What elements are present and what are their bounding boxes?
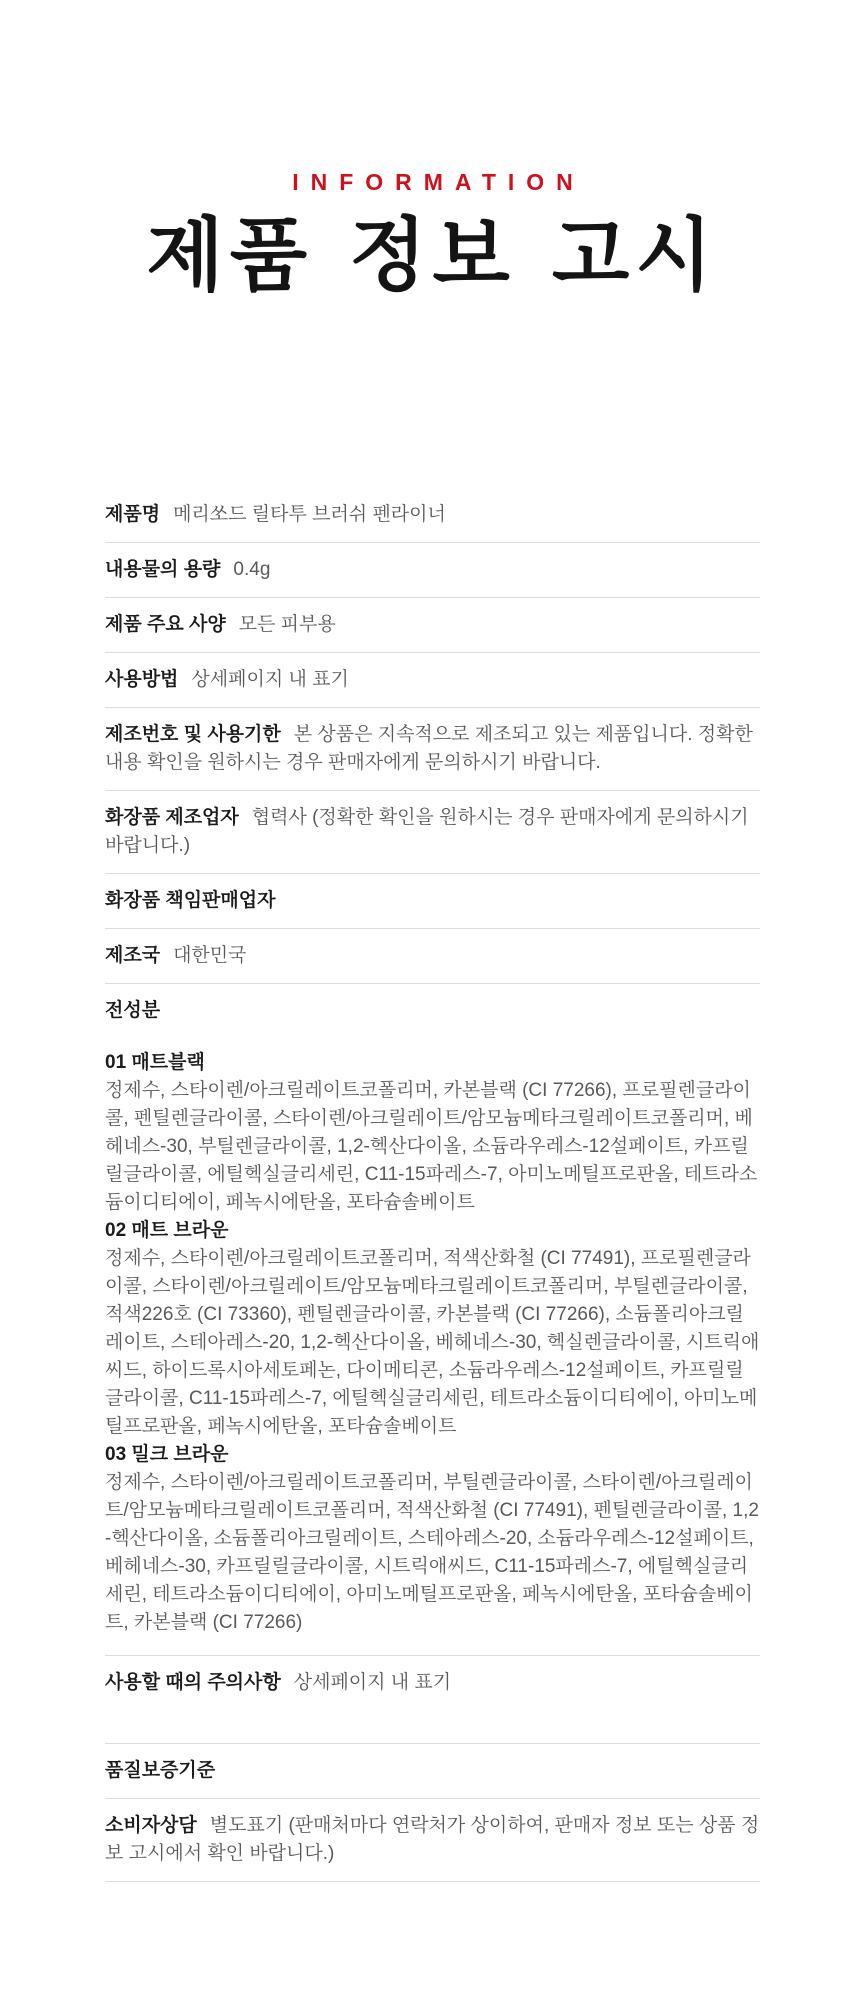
info-row	[105, 598, 760, 653]
ingredient-variant-name: 02 매트 브라운	[105, 1220, 229, 1241]
info-row-value: 본 상품은 지속적으로 제조되고 있는 제품입니다. 정확한 내용 확인을 원하시는 경우 판매자에게 문의하시기 바랍니다.	[105, 724, 753, 773]
info-row	[105, 874, 760, 929]
ingredient-variant	[105, 1049, 760, 1217]
info-row-value: 모든 피부용	[238, 614, 336, 635]
info-row	[105, 929, 760, 984]
info-row-value: 대한민국	[173, 945, 247, 966]
info-row-label: 사용방법	[105, 669, 179, 690]
info-row	[105, 1799, 760, 1882]
page-title: 제품 정보 고시	[146, 211, 719, 300]
info-row-label: 소비자상담	[105, 1815, 197, 1836]
info-row-label: 사용할 때의 주의사항	[105, 1672, 281, 1693]
info-row-label: 화장품 책임판매업자	[105, 890, 276, 911]
ingredient-variant-text: 정제수, 스타이렌/아크릴레이트코폴리머, 카본블랙 (CI 77266), 프로필렌글라이콜, 펜틸렌글라이콜, 스타이렌/아크릴레이트/암모늄메타크릴레이트코폴리머, 베헤네스-30, 부틸렌글라이콜, 1,2-헥산다이올, 소듐라우레스-12설페이트, 카프릴릴글라이콜, 에틸헥실글리세린, C11-15파레스-7, 아미노메틸프로판올, 테트라소듐이디티에이, 페녹시에탄올, 포타슘솔베이트	[105, 1080, 758, 1213]
ingredient-variant	[105, 1217, 760, 1441]
info-row-label: 제조국	[105, 945, 161, 966]
info-row	[105, 1744, 760, 1799]
info-row	[105, 708, 760, 791]
info-row	[105, 791, 760, 874]
info-row	[105, 653, 760, 708]
info-row-value: 상세페이지 내 표기	[293, 1672, 452, 1693]
info-row-label: 품질보증기준	[105, 1760, 216, 1781]
info-row-value: 메리쏘드 릴타투 브러쉬 펜라이너	[173, 504, 446, 525]
info-row-value: 상세페이지 내 표기	[191, 669, 349, 690]
bottom-section	[105, 1656, 760, 1882]
product-info-panel	[105, 0, 760, 1882]
info-row-label: 내용물의 용량	[105, 559, 221, 580]
ingredients-section	[105, 984, 760, 1656]
info-row-value: 협력사 (정확한 확인을 원하시는 경우 판매자에게 문의하시기 바랍니다.)	[105, 807, 749, 856]
ingredients-label: 전성분	[105, 1000, 161, 1021]
ingredient-variant	[105, 1441, 760, 1637]
info-row-value: 별도표기 (판매처마다 연락처가 상이하여, 판매자 정보 또는 상품 정보 고시에서 확인 바랍니다.)	[105, 1815, 760, 1864]
ingredient-variant-name: 03 밀크 브라운	[105, 1444, 229, 1465]
info-row-value: 0.4g	[233, 559, 271, 580]
ingredient-variant-name: 01 매트블랙	[105, 1052, 205, 1073]
info-section	[105, 488, 760, 984]
info-row-label: 제품 주요 사양	[105, 614, 226, 635]
info-row	[105, 488, 760, 543]
ingredient-variant-text: 정제수, 스타이렌/아크릴레이트코폴리머, 적색산화철 (CI 77491), 프로필렌글라이콜, 스타이렌/아크릴레이트/암모늄메타크릴레이트코폴리머, 부틸렌글라이콜, 적색226호 (CI 73360), 펜틸렌글라이콜, 카본블랙 (CI 77266), 소듐폴리아크릴레이트, 스테아레스-20, 1,2-헥산다이올, 베헤네스-30, 헥실렌글라이콜, 시트릭애씨드, 하이드록시아세토페논, 다이메티콘, 소듐라우레스-12설페이트, 카프릴릴글라이콜, C11-15파레스-7, 에틸헥실글리세린, 테트라소듐이디티에이, 아미노메틸프로판올, 페녹시에탄올, 포타슘솔베이트	[105, 1248, 760, 1437]
info-row	[105, 543, 760, 598]
ingredient-variant-list	[105, 1049, 760, 1637]
info-row-label: 화장품 제조업자	[105, 807, 239, 828]
eyebrow-label: INFORMATION	[292, 169, 585, 195]
info-row	[105, 1656, 760, 1744]
ingredient-variant-text: 정제수, 스타이렌/아크릴레이트코폴리머, 부틸렌글라이콜, 스타이렌/아크릴레이트/암모늄메타크릴레이트코폴리머, 적색산화철 (CI 77491), 펜틸렌글라이콜, 1,2-헥산다이올, 소듐폴리아크릴레이트, 스테아레스-20, 소듐라우레스-12설페이트, 베헤네스-30, 카프릴릴글라이콜, 시트릭애씨드, C11-15파레스-7, 에틸헥실글리세린, 테트라소듐이디티에이, 아미노메틸프로판올, 페녹시에탄올, 포타슘솔베이트, 카본블랙 (CI 77266)	[105, 1472, 759, 1633]
info-row-label: 제조번호 및 사용기한	[105, 724, 281, 745]
info-row-label: 제품명	[105, 504, 161, 525]
